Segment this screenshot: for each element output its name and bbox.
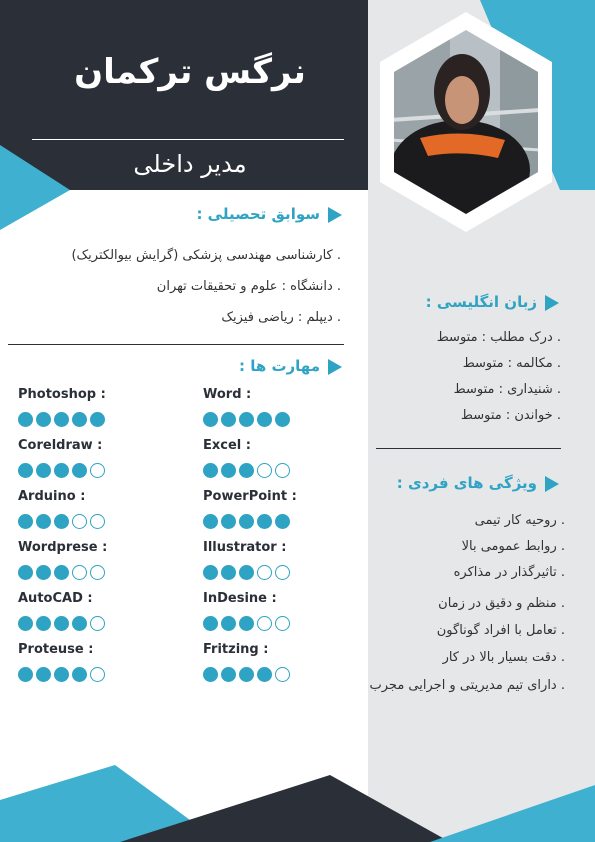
rating-dot-empty: [72, 565, 87, 580]
english-item-1: . درک مطلب : متوسط: [436, 330, 561, 345]
rating-dot-empty: [275, 616, 290, 631]
skill-rating: [203, 412, 290, 427]
header-divider: [32, 139, 344, 140]
skill-label: AutoCAD :: [18, 591, 93, 606]
rating-dot-filled: [18, 616, 33, 631]
skill-label: InDesine :: [203, 591, 277, 606]
rating-dot-filled: [203, 565, 218, 580]
skill-label: Arduino :: [18, 489, 86, 504]
rating-dot-filled: [36, 565, 51, 580]
personal-heading: ویژگی های فردی :: [397, 474, 559, 492]
english-item-4: . خواندن : متوسط: [460, 408, 561, 423]
rating-dot-filled: [221, 565, 236, 580]
rating-dot-filled: [203, 412, 218, 427]
skill-rating: [18, 463, 105, 478]
triangle-bullet-icon: [545, 476, 559, 492]
education-item-2: . دانشگاه : علوم و تحقیقات تهران: [156, 279, 341, 294]
rating-dot-filled: [36, 616, 51, 631]
rating-dot-filled: [54, 463, 69, 478]
english-item-2: . مکالمه : متوسط: [462, 356, 561, 371]
skill-rating: [18, 616, 105, 631]
english-heading: زبان انگلیسی :: [426, 293, 559, 311]
rating-dot-filled: [54, 412, 69, 427]
rating-dot-filled: [239, 463, 254, 478]
job-title: مدیر داخلی: [133, 150, 247, 178]
rating-dot-empty: [257, 565, 272, 580]
trait-item-6: . دقت بسیار بالا در کار: [442, 650, 565, 665]
rating-dot-filled: [18, 565, 33, 580]
english-item-3: . شنیداری : متوسط: [453, 382, 561, 397]
rating-dot-empty: [90, 565, 105, 580]
triangle-bullet-icon: [328, 359, 342, 375]
rating-dot-empty: [90, 616, 105, 631]
rating-dot-empty: [90, 463, 105, 478]
skill-label: Illustrator :: [203, 540, 287, 555]
rating-dot-filled: [221, 514, 236, 529]
rating-dot-filled: [54, 616, 69, 631]
rating-dot-filled: [72, 463, 87, 478]
rating-dot-filled: [221, 463, 236, 478]
rating-dot-filled: [257, 412, 272, 427]
rating-dot-filled: [36, 412, 51, 427]
skill-rating: [203, 616, 290, 631]
rating-dot-filled: [203, 463, 218, 478]
rating-dot-filled: [239, 565, 254, 580]
rating-dot-filled: [54, 514, 69, 529]
trait-item-1: . روحیه کار تیمی: [474, 513, 565, 528]
right-divider: [376, 448, 561, 449]
skill-rating: [203, 514, 290, 529]
education-item-1: . کارشناسی مهندسی پزشکی (گرایش بیوالکتریک): [71, 248, 341, 263]
rating-dot-empty: [90, 667, 105, 682]
skills-heading: مهارت ها :: [239, 357, 342, 375]
trait-item-5: . تعامل با افراد گوناگون: [436, 623, 565, 638]
rating-dot-filled: [257, 514, 272, 529]
rating-dot-filled: [239, 514, 254, 529]
rating-dot-filled: [239, 616, 254, 631]
skill-rating: [203, 463, 290, 478]
rating-dot-filled: [54, 565, 69, 580]
person-name: نرگس ترکمان: [74, 52, 306, 92]
rating-dot-filled: [18, 412, 33, 427]
skill-rating: [18, 412, 105, 427]
rating-dot-filled: [72, 616, 87, 631]
trait-item-4: . منظم و دقیق در زمان: [438, 596, 565, 611]
rating-dot-filled: [239, 412, 254, 427]
rating-dot-filled: [221, 667, 236, 682]
skill-label: Word :: [203, 387, 252, 402]
rating-dot-empty: [90, 514, 105, 529]
section-divider: [8, 344, 344, 345]
skill-label: Coreldraw :: [18, 438, 103, 453]
rating-dot-empty: [275, 565, 290, 580]
trait-item-2: . روابط عمومی بالا: [461, 539, 565, 554]
rating-dot-filled: [18, 463, 33, 478]
rating-dot-filled: [203, 616, 218, 631]
skill-label: PowerPoint :: [203, 489, 297, 504]
rating-dot-filled: [18, 514, 33, 529]
rating-dot-empty: [275, 667, 290, 682]
skill-rating: [18, 514, 105, 529]
skill-label: Proteuse :: [18, 642, 94, 657]
rating-dot-filled: [221, 616, 236, 631]
rating-dot-filled: [275, 412, 290, 427]
trait-item-3: . تاثیرگذار در مذاکره: [453, 565, 565, 580]
rating-dot-filled: [221, 412, 236, 427]
rating-dot-filled: [90, 412, 105, 427]
skill-rating: [203, 667, 290, 682]
rating-dot-filled: [239, 667, 254, 682]
rating-dot-filled: [203, 514, 218, 529]
rating-dot-empty: [275, 463, 290, 478]
skill-label: Excel :: [203, 438, 251, 453]
skill-rating: [18, 667, 105, 682]
rating-dot-filled: [257, 667, 272, 682]
skill-rating: [18, 565, 105, 580]
education-heading: سوابق تحصیلی :: [196, 205, 342, 223]
rating-dot-filled: [72, 667, 87, 682]
trait-item-7: . دارای تیم مدیریتی و اجرایی مجرب: [369, 678, 565, 693]
rating-dot-filled: [36, 463, 51, 478]
rating-dot-filled: [54, 667, 69, 682]
skill-rating: [203, 565, 290, 580]
rating-dot-empty: [257, 463, 272, 478]
triangle-bullet-icon: [545, 295, 559, 311]
skill-label: Photoshop :: [18, 387, 106, 402]
rating-dot-filled: [203, 667, 218, 682]
rating-dot-filled: [36, 514, 51, 529]
rating-dot-empty: [72, 514, 87, 529]
skill-label: Wordprese :: [18, 540, 108, 555]
rating-dot-empty: [257, 616, 272, 631]
rating-dot-filled: [36, 667, 51, 682]
skill-label: Fritzing :: [203, 642, 269, 657]
rating-dot-filled: [72, 412, 87, 427]
triangle-bullet-icon: [328, 207, 342, 223]
education-item-3: . دیپلم : ریاضی فیزیک: [221, 310, 341, 325]
rating-dot-filled: [18, 667, 33, 682]
rating-dot-filled: [275, 514, 290, 529]
